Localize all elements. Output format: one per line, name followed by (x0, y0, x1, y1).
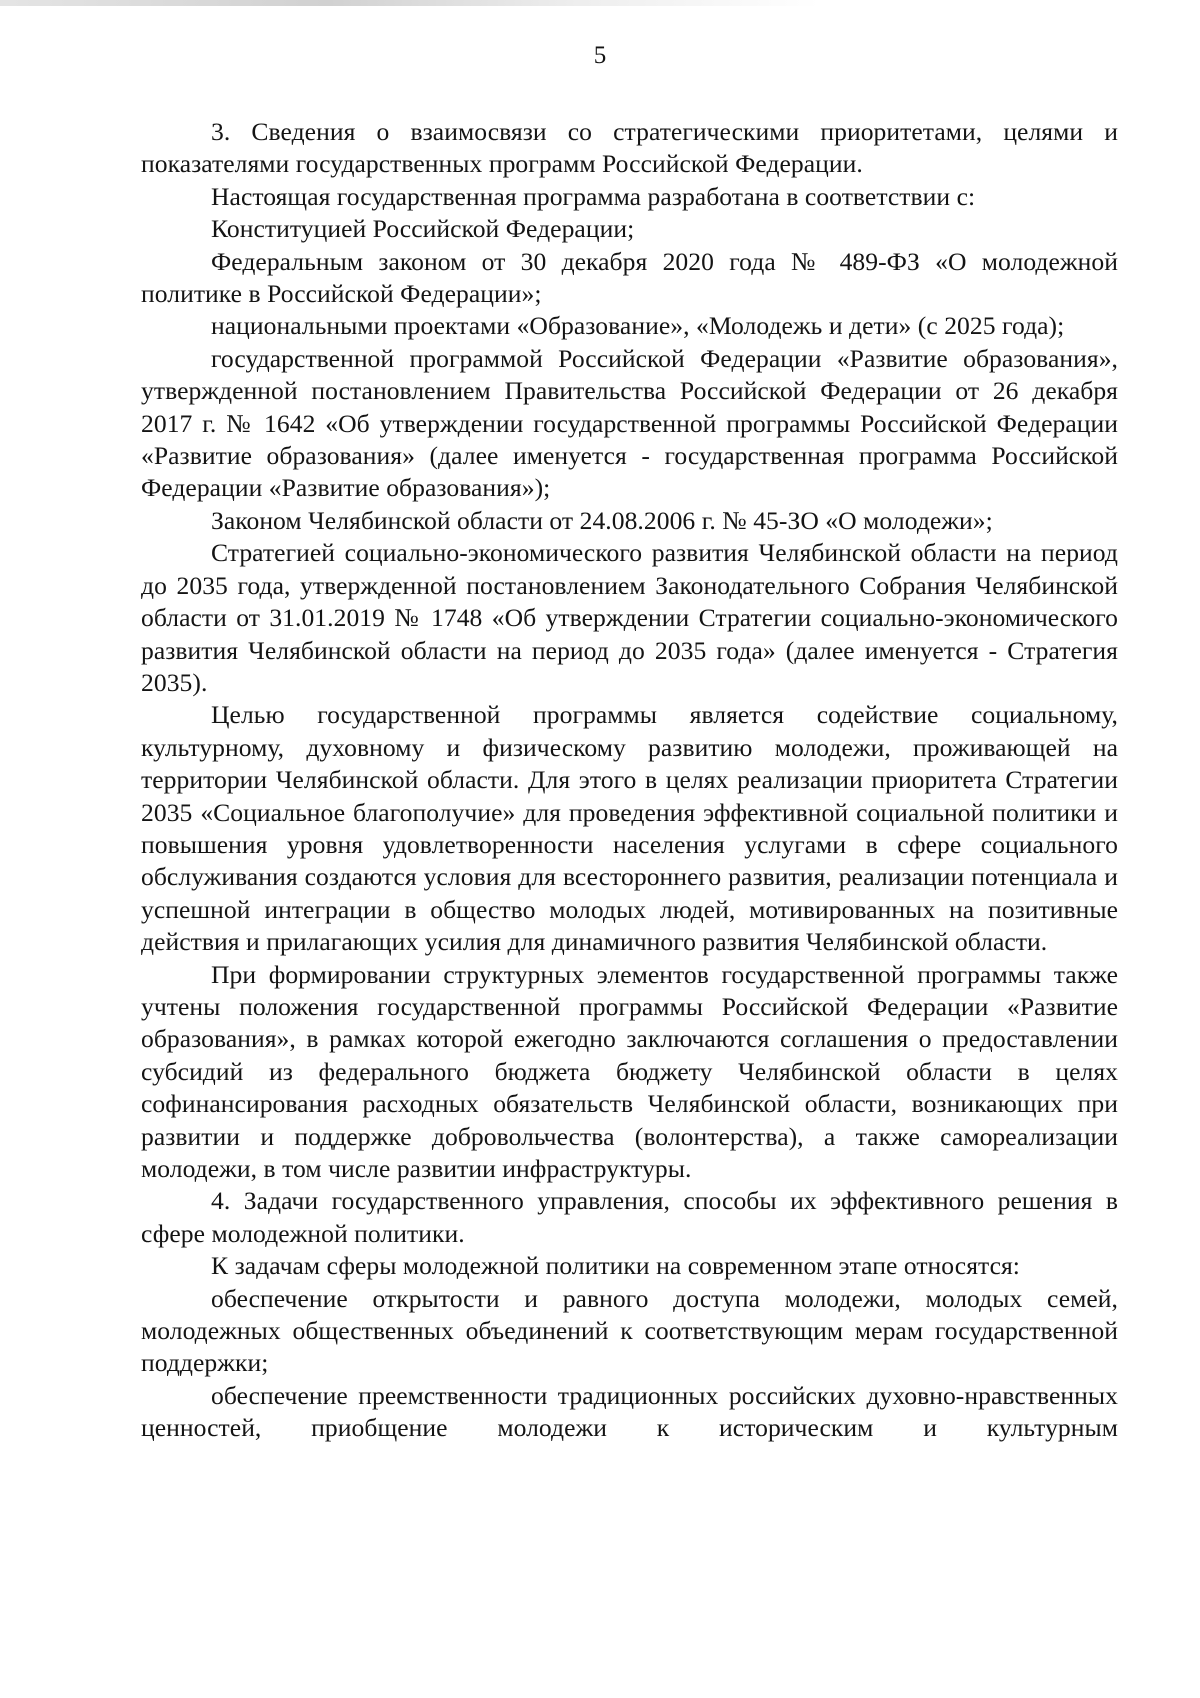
list-item-continuity: обеспечение преемственности традиционных российских духовно-нравственных ценностей, приобщение молодежи к историческим и культурным (141, 1380, 1118, 1443)
document-body (141, 116, 1118, 1445)
list-item-state-program: государственной программой Российской Федерации «Развитие образования», утвержденной постановлением Правительства Российской Федерации от 26 декабря 2017 г. № 1642 «Об утверждении государственной программы Российской Федерации «Развитие образования» (далее именуется - государственная программа Российской Федерации «Развитие образования»); (141, 343, 1118, 503)
list-item-strategy-2035: Стратегией социально-экономического развития Челябинской области на период до 2035 года, утвержденной постановлением Законодательного Собрания Челябинской области от 31.01.2019 № 1748 «Об утверждении Стратегии социально-экономического развития Челябинской области на период до 2035 года» (далее именуется - Стратегия 2035). (141, 538, 1118, 697)
list-item-open-access: обеспечение открытости и равного доступа молодежи, молодых семей, молодежных общественных объединений к соответствующим мерам государственной поддержки; (141, 1283, 1118, 1378)
section-heading-3: 3. Сведения о взаимосвязи со стратегическими приоритетами, целями и показателями государственных программ Российской Федерации. (141, 117, 1118, 179)
list-item-constitution: Конституцией Российской Федерации; (211, 214, 635, 244)
section-heading-4: 4. Задачи государственного управления, способы их эффективного решения в сфере молодежной политики. (141, 1186, 1118, 1248)
page-number: 5 (593, 42, 607, 69)
list-item-national-projects: национальными проектами «Образование», «Молодежь и дети» (с 2025 года); (211, 311, 1065, 341)
scan-edge (0, 0, 820, 6)
paragraph-tasks-intro: К задачам сферы молодежной политики на современном этапе относятся: (211, 1251, 1020, 1281)
paragraph-program-goal: Целью государственной программы является содействие социальному, культурному, духовному и физическому развитию молодежи, проживающей на территории Челябинской области. Для этого в целях реализации приоритета Стратегии 2035 «Социальное благополучие» для проведения эффективной социальной политики и повышения уровня удовлетворенности населения услугами в сфере социального обслуживания создаются условия для всестороннего развития, реализации потенциала и успешной интеграции в общество молодых людей, мотивированных на позитивные действия и прилагающих усилия для динамичного развития Челябинской области. (141, 700, 1118, 957)
paragraph-intro: Настоящая государственная программа разработана в соответствии с: (211, 181, 976, 211)
list-item-regional-law: Законом Челябинской области от 24.08.2006 г. № 45-ЗО «О молодежи»; (211, 505, 993, 535)
list-item-federal-law: Федеральным законом от 30 декабря 2020 года № 489-ФЗ «О молодежной политике в Российской Федерации»; (141, 246, 1118, 309)
paragraph-structural-elements: При формировании структурных элементов государственной программы также учтены положения государственной программы Российской Федерации «Развитие образования», в рамках которой ежегодно заключаются соглашения о предоставлении субсидий из федерального бюджета бюджету Челябинской области в целях софинансирования расходных обязательств Челябинской области, возникающих при развитии и поддержке добровольчества (волонтерства), а также самореализации молодежи, в том числе развитии инфраструктуры. (141, 959, 1118, 1183)
